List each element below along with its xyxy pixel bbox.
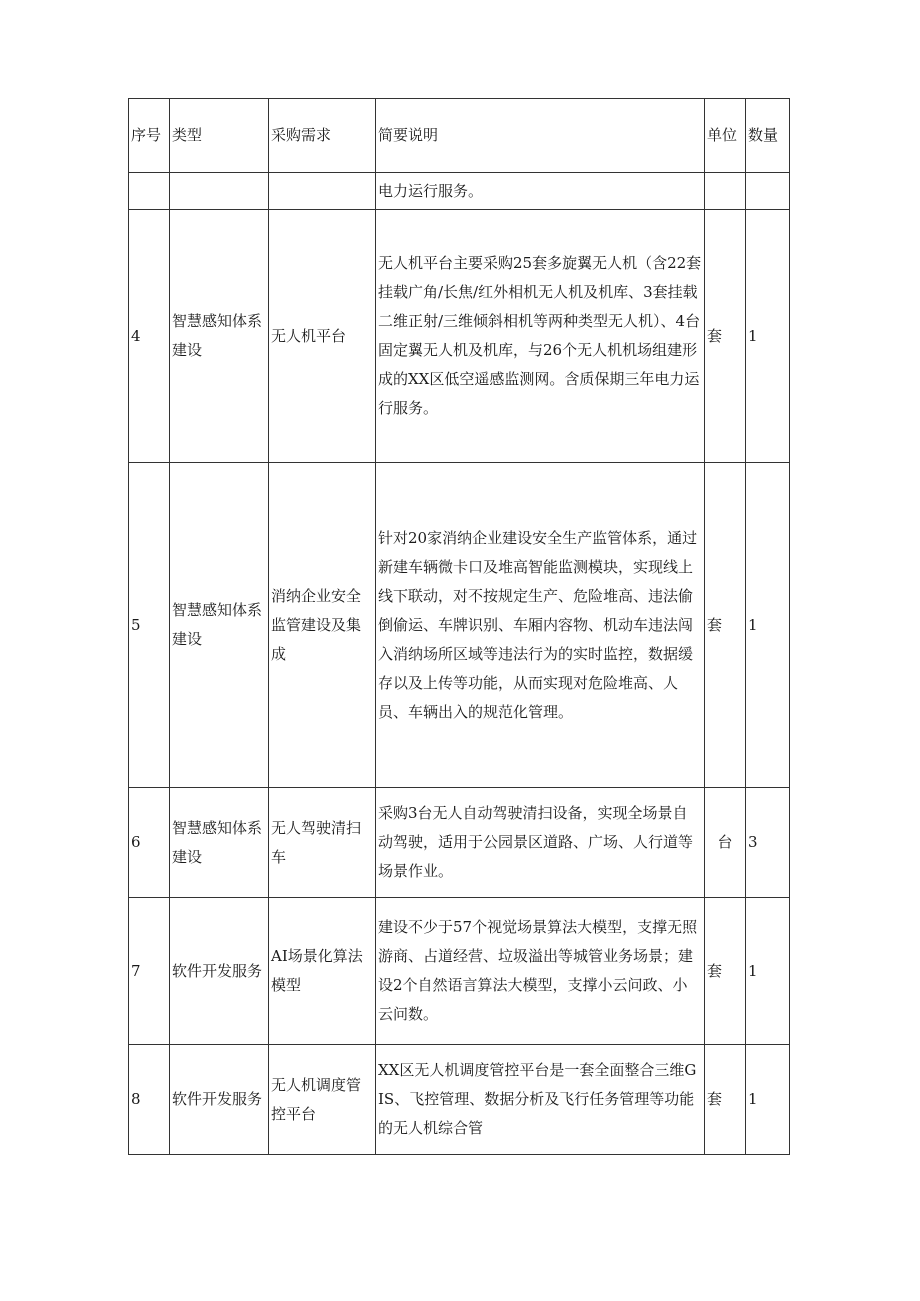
header-seq: 序号 (129, 99, 170, 173)
procurement-table (128, 98, 790, 1155)
cell-seq: 8 (129, 1045, 170, 1155)
header-requirement: 采购需求 (269, 99, 376, 173)
table-row (129, 788, 790, 898)
cell-requirement: 无人机调度管控平台 (269, 1045, 376, 1155)
cell-unit: 套 (705, 1045, 746, 1155)
cell-qty: 3 (746, 788, 790, 898)
table-row (129, 1045, 790, 1155)
cell-seq: 7 (129, 898, 170, 1045)
cell-type: 智慧感知体系建设 (170, 463, 269, 788)
cell-type: 软件开发服务 (170, 1045, 269, 1155)
cell-unit: 套 (705, 898, 746, 1045)
cell-requirement: 无人机平台 (269, 210, 376, 463)
cell-qty: 1 (746, 898, 790, 1045)
header-desc: 简要说明 (376, 99, 705, 173)
cell-qty (746, 173, 790, 210)
cell-desc: 针对20家消纳企业建设安全生产监管体系，通过新建车辆微卡口及堆高智能监测模块，实现线上线下联动，对不按规定生产、危险堆高、违法偷倒偷运、车牌识别、车厢内容物、机动车违法闯入消纳场所区域等违法行为的实时监控，数据缓存以及上传等功能，从而实现对危险堆高、人员、车辆出入的规范化管理。 (376, 463, 705, 788)
cell-requirement: 消纳企业安全监管建设及集成 (269, 463, 376, 788)
cell-qty: 1 (746, 210, 790, 463)
cell-desc: 建设不少于57个视觉场景算法大模型，支撑无照游商、占道经营、垃圾溢出等城管业务场景；建设2个自然语言算法大模型，支撑小云问政、小云问数。 (376, 898, 705, 1045)
cell-type (170, 173, 269, 210)
cell-desc: XX区无人机调度管控平台是一套全面整合三维GIS、飞控管理、数据分析及飞行任务管理等功能的无人机综合管 (376, 1045, 705, 1155)
cell-requirement: 无人驾驶清扫车 (269, 788, 376, 898)
cell-desc: 无人机平台主要采购25套多旋翼无人机（含22套挂载广角/长焦/红外相机无人机及机库、3套挂载二维正射/三维倾斜相机等两种类型无人机）、4台固定翼无人机及机库，与26个无人机机场组建形成的XX区低空遥感监测网。含质保期三年电力运行服务。 (376, 210, 705, 463)
cell-unit: 台 (705, 788, 746, 898)
cell-seq (129, 173, 170, 210)
table-row (129, 210, 790, 463)
table-header-row (129, 99, 790, 173)
table-row (129, 463, 790, 788)
cell-qty: 1 (746, 1045, 790, 1155)
cell-type: 软件开发服务 (170, 898, 269, 1045)
table-row (129, 898, 790, 1045)
cell-requirement: AI场景化算法模型 (269, 898, 376, 1045)
cell-desc: 电力运行服务。 (376, 173, 705, 210)
cell-type: 智慧感知体系建设 (170, 788, 269, 898)
cell-requirement (269, 173, 376, 210)
cell-desc: 采购3台无人自动驾驶清扫设备，实现全场景自动驾驶，适用于公园景区道路、广场、人行道等场景作业。 (376, 788, 705, 898)
cell-seq: 4 (129, 210, 170, 463)
header-unit: 单位 (705, 99, 746, 173)
cell-type: 智慧感知体系建设 (170, 210, 269, 463)
table-row (129, 173, 790, 210)
cell-seq: 6 (129, 788, 170, 898)
cell-qty: 1 (746, 463, 790, 788)
cell-seq: 5 (129, 463, 170, 788)
header-type: 类型 (170, 99, 269, 173)
cell-unit (705, 173, 746, 210)
cell-unit: 套 (705, 210, 746, 463)
cell-unit: 套 (705, 463, 746, 788)
header-qty: 数量 (746, 99, 790, 173)
